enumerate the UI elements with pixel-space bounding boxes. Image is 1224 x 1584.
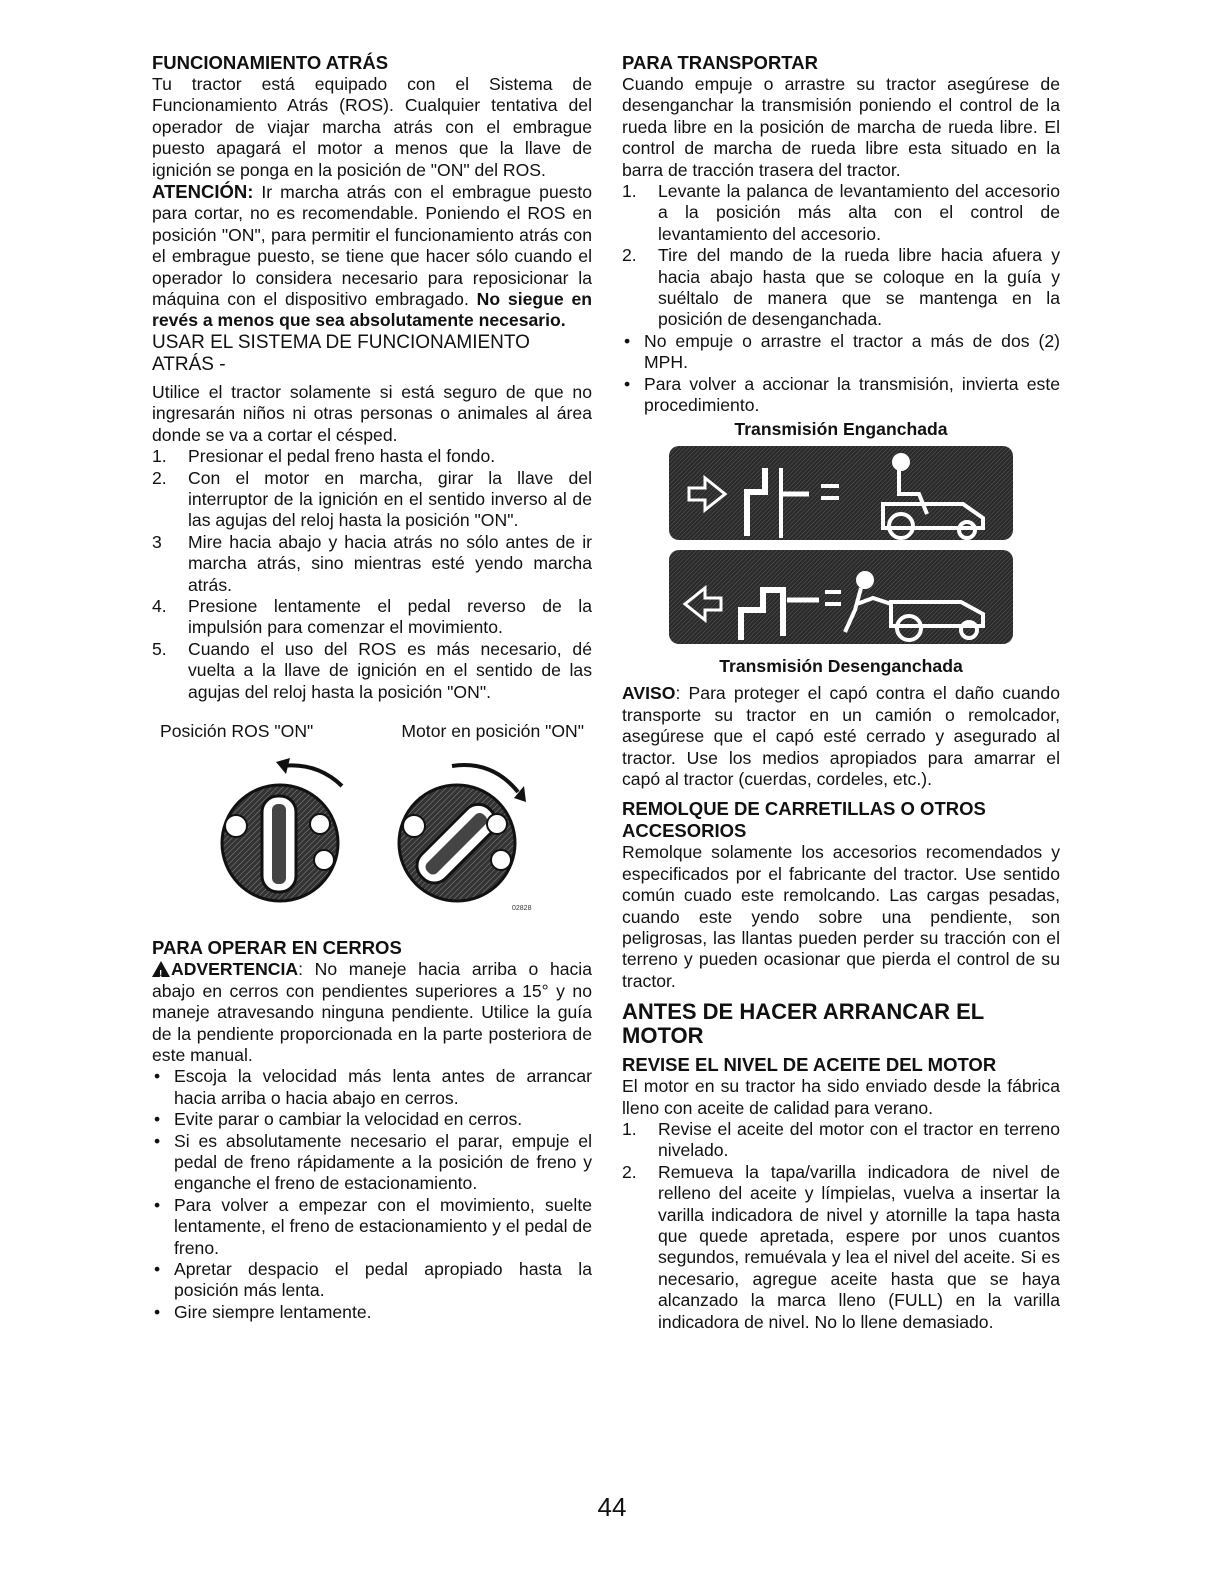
transmission-engaged-icon xyxy=(669,446,1013,540)
atencion-bold: No siegue en revés a menos que sea absolutamente necesario. xyxy=(152,289,593,331)
list-item: • Para volver a accionar la transmisión, invierta este procedimiento. xyxy=(624,373,1060,416)
list-item: 5. Cuando el uso del ROS es más necesario, dé vuelta a la llave de ignición en el sentido de las agujas del reloj hasta la posición "ON". xyxy=(152,638,592,702)
ignition-knob-motor-icon xyxy=(399,765,526,901)
advertencia-label: ADVERTENCIA xyxy=(171,959,299,980)
atencion-paragraph xyxy=(152,181,592,332)
transportar-intro: Cuando empuje o arrastre su tractor asegúrese de desenganchar la transmisión poniendo el control de la rueda libre en la posición de marcha de rueda libre. El control de marcha de rueda libre esta situado en la barra de tracción trasera del tractor. xyxy=(622,74,1060,180)
figure-code: 02828 xyxy=(512,905,532,913)
remolque-heading: REMOLQUE DE CARRETILLAS O OTROS ACCESORIOS xyxy=(622,798,986,842)
aviso-text: : Para proteger el capó contra el daño cuando transporte su tractor en un camión o remolcador, asegúrese que el capó esté cerrado y asegurado al tractor. Use los medios apropiados para amarrar el capó al tractor (cuerdas, cordeles, etc.). xyxy=(622,683,1060,789)
atencion-label: ATENCIÓN: xyxy=(152,181,254,203)
list-item: • Gire siempre lentamente. xyxy=(154,1301,372,1322)
cerros-bullets xyxy=(152,1066,592,1323)
aceite-steps xyxy=(622,1119,1060,1333)
list-item: • Si es absolutamente necesario el parar, empuje el pedal de freno rápidamente a la posición de freno y enganche el freno de estacionamiento. xyxy=(154,1130,592,1194)
caption-transmision-desenganchada: Transmisión Desenganchada xyxy=(719,655,963,676)
list-item: 2. Remueva la tapa/varilla indicadora de nivel de relleno del aceite y límpielas, vuelva a insertar la varilla indicadora de nivel y atornille la tapa hasta que quede apretada, espere por unos cuantos segundos, remuévala y lea el nivel del aceite. Si es necesario, agregue aceite hasta que se haya alcanzado la marca lleno (FULL) en la varilla indicadora de nivel. No lo llene demasiado. xyxy=(622,1161,1060,1332)
list-item: • Evite parar o cambiar la velocidad en cerros. xyxy=(154,1109,523,1130)
transportar-heading: PARA TRANSPORTAR xyxy=(622,52,818,73)
warning-triangle-icon: ! xyxy=(152,961,170,977)
advertencia-text: : No maneje hacia arriba o hacia abajo en cerros con pendientes superiores a 15° y no maneje atravesando ninguna pendiente. Utilice la guía de la pendiente proporcionada en la parte posteriora de este manual. xyxy=(152,959,592,1065)
ignition-knobs-figure xyxy=(152,748,592,933)
right-column xyxy=(622,52,1060,1333)
ros-intro: Tu tractor está equipado con el Sistema de Funcionamiento Atrás (ROS). Cualquier tentativa del operador de viajar marcha atrás con el embrague puesto apagará el motor a menos que la llave de ignición se ponga en la posición de "ON" del ROS. xyxy=(152,74,592,180)
ignition-knob-ros-icon xyxy=(222,758,342,901)
section-title-funcionamiento-atras: FUNCIONAMIENTO ATRÁS xyxy=(152,52,389,73)
aviso-paragraph xyxy=(622,683,1060,790)
knob-labels xyxy=(152,721,592,742)
ros-steps xyxy=(152,446,592,703)
usar-intro: Utilice el tractor solamente si está seguro de que no ingresarán niños ni otras personas o animales al área donde se va a cortar el césped. xyxy=(152,381,592,445)
list-item: 1. Levante la palanca de levantamiento del accesorio a la posición más alta con el control de levantamiento del accesorio. xyxy=(622,181,1060,244)
atencion-text: Ir marcha atrás con el embrague puesto para cortar, no es recomendable. Poniendo el ROS en posición "ON", para permitir el funcionamiento atrás con el embrague puesto, se tiene que hacer sólo cuando el operador lo considera necesario para reposicionar la máquina con el dispositivo embragado. xyxy=(152,182,592,310)
transportar-bullets xyxy=(622,331,1060,417)
aceite-heading: REVISE EL NIVEL DE ACEITE DEL MOTOR xyxy=(622,1054,997,1076)
list-item: 2. Tire del mando de la rueda libre hacia afuera y hacia abajo hasta que se coloque en la guía y suéltalo de manera que se mantenga en la posición de desenganchada. xyxy=(622,245,1060,330)
remolque-text: Remolque solamente los accesorios recomendados y especificados por el fabricante del tractor. Use sentido común cuado este remolcando. Las cargas pesadas, cuando este yendo sobre una pendiente, son peligrosas, las llantas pueden perder su tracción con el terreno y pueden ocasionar que pierda el control de su tractor. xyxy=(622,842,1060,991)
list-item: 3 Mire hacia abajo y hacia atrás no sólo antes de ir marcha atrás, sino mientras esté yendo marcha atrás. xyxy=(152,531,592,595)
list-item: 1. Revise el aceite del motor con el tractor en terreno nivelado. xyxy=(622,1119,1060,1161)
cerros-heading: PARA OPERAR EN CERROS xyxy=(152,937,402,959)
knob-label-motor: Motor en posición "ON" xyxy=(401,720,584,741)
transmission-disengaged-icon xyxy=(669,550,1013,644)
left-column xyxy=(152,52,592,1323)
list-item: • Apretar despacio el pedal apropiado hasta la posición más lenta. xyxy=(154,1259,592,1301)
aceite-intro: El motor en su tractor ha sido enviado desde la fábrica lleno con aceite de calidad para verano. xyxy=(622,1076,1060,1118)
advertencia-paragraph xyxy=(152,959,592,1066)
list-item: 4. Presione lentamente el pedal reverso de la impulsión para comenzar el movimiento. xyxy=(152,595,592,638)
knob-label-ros: Posición ROS "ON" xyxy=(160,720,314,741)
list-item: 2. Con el motor en marcha, girar la llave del interruptor de la ignición en el sentido inverso al de las agujas del reloj hasta la posición "ON". xyxy=(152,467,592,531)
list-item: • Para volver a empezar con el movimiento, suelte lentamente, el freno de estacionamiento y el pedal de freno. xyxy=(154,1194,592,1258)
list-item: • No empuje o arrastre el tractor a más de dos (2) MPH. xyxy=(624,330,1060,373)
aviso-label: AVISO xyxy=(622,683,676,704)
list-item: • Escoja la velocidad más lenta antes de arrancar hacia arriba o hacia abajo en cerros. xyxy=(154,1066,592,1108)
antes-heading: ANTES DE HACER ARRANCAR EL MOTOR xyxy=(622,999,984,1049)
transportar-steps xyxy=(622,181,1060,331)
list-item: 1. Presionar el pedal freno hasta el fondo. xyxy=(152,446,496,467)
page-number: 44 xyxy=(597,1492,627,1522)
caption-transmision-enganchada: Transmisión Enganchada xyxy=(734,418,948,439)
transmission-figure xyxy=(669,446,1013,644)
usar-heading: USAR EL SISTEMA DE FUNCIONAMIENTO ATRÁS - xyxy=(152,331,530,375)
